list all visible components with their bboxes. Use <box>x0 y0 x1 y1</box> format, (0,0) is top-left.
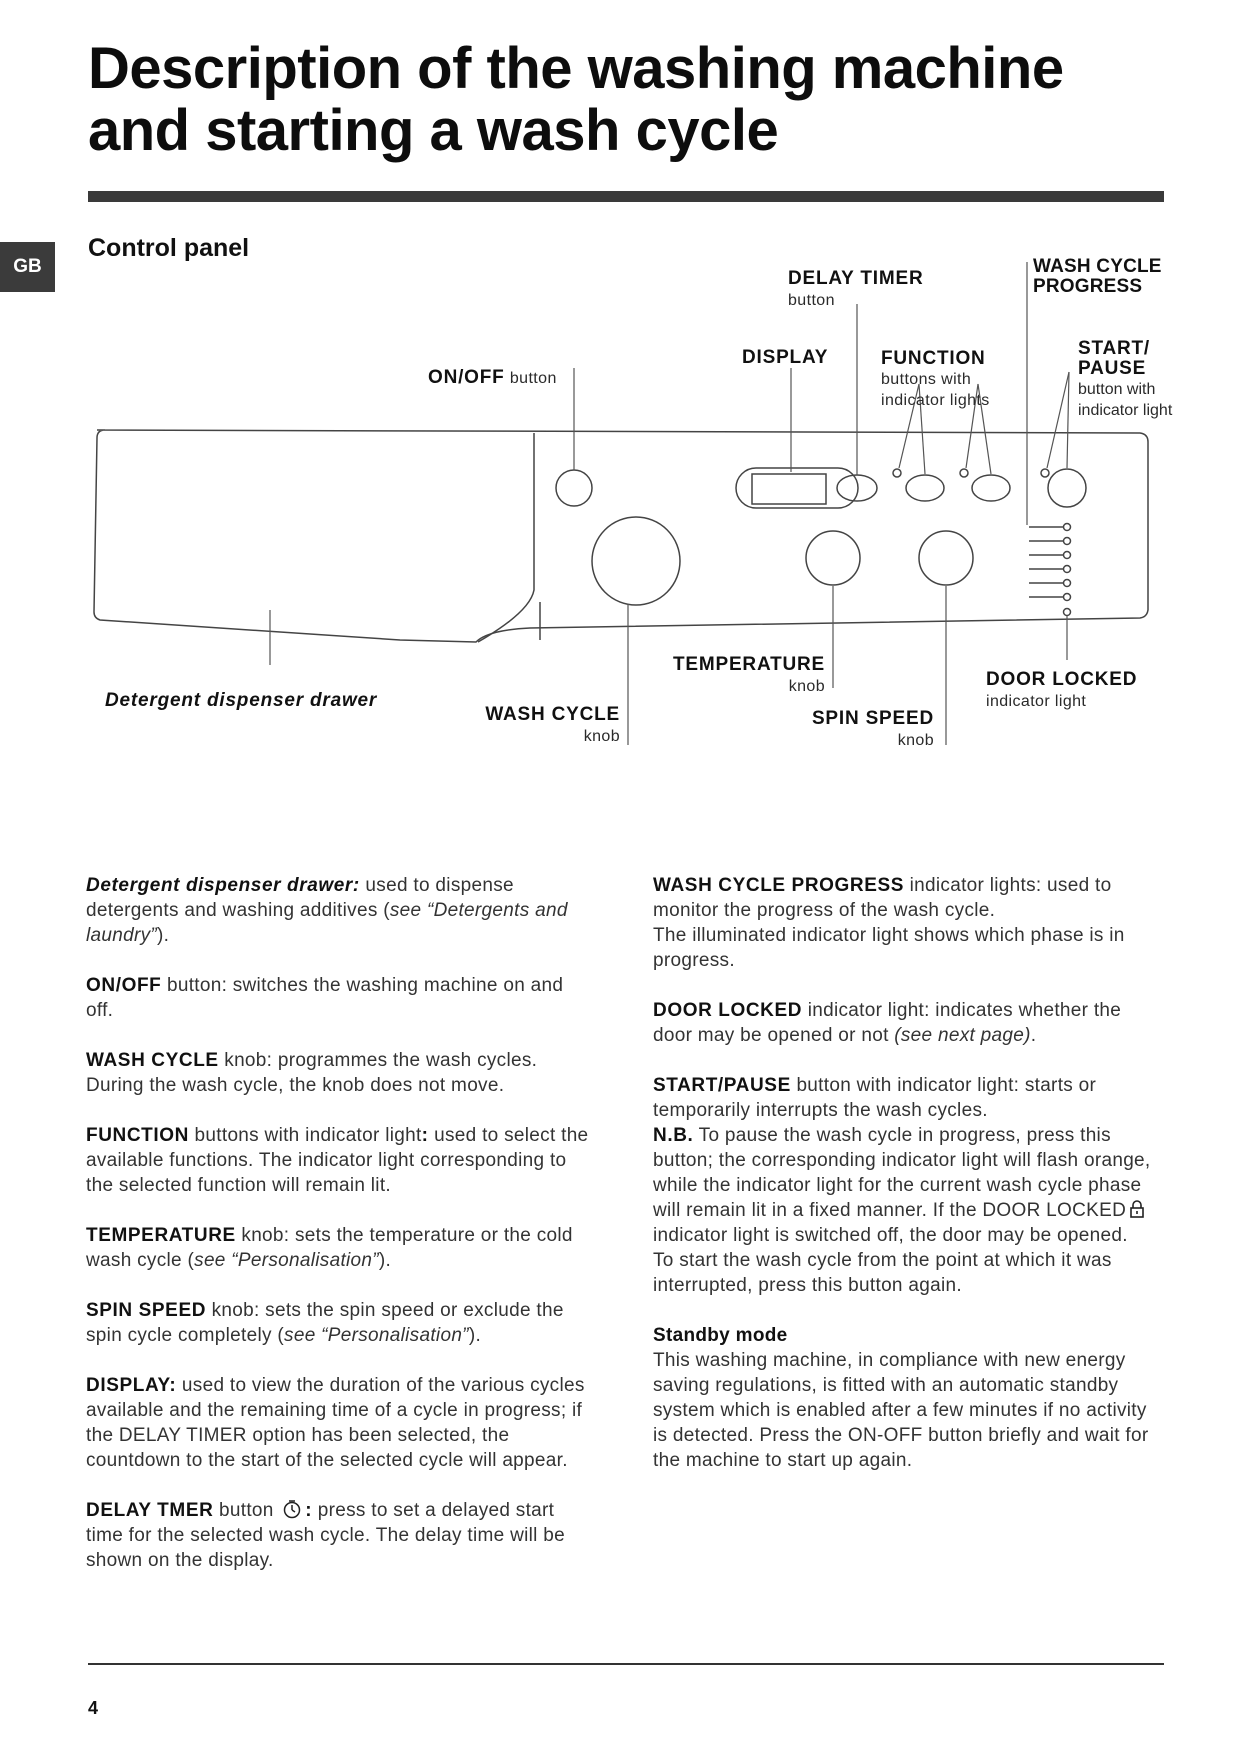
function-light-2 <box>960 469 968 477</box>
footer-rule <box>88 1663 1164 1665</box>
left-column <box>86 873 591 1598</box>
desc-spin-speed: SPIN SPEED knob: sets the spin speed or exclude the spin cycle completely (see “Personalisation”). <box>86 1300 564 1346</box>
label-temperature: TEMPERATURE knob <box>672 654 825 695</box>
delay-timer-icon <box>282 1499 302 1519</box>
start-pause-light <box>1041 469 1049 477</box>
drawer-divider <box>478 433 534 642</box>
on-off-button <box>556 470 592 506</box>
section-title: Control panel <box>88 234 250 262</box>
desc-function: FUNCTION buttons with indicator light: used to select the available functions. The indicator light corresponding to the selected function will remain lit. <box>86 1125 589 1196</box>
lock-icon <box>1129 1199 1145 1219</box>
label-function: FUNCTION buttons with indicator lights <box>881 348 990 409</box>
wash-cycle-knob <box>592 517 680 605</box>
spin-speed-knob <box>919 531 973 585</box>
standby-section: Standby mode This washing machine, in compliance with new energy saving regulations, is fitted with an automatic standby system which is enabled after a few minutes if no activity is detected. Press the ON-OFF button briefly and wait for the machine to start up again. <box>653 1323 1158 1473</box>
label-on-off: ON/OFF button <box>428 367 557 388</box>
desc-wash-cycle-progress: WASH CYCLE PROGRESS indicator lights: used to monitor the progress of the wash cycle. The illuminated indicator light shows which phase is in progress. <box>653 875 1125 971</box>
desc-on-off: ON/OFF button: switches the washing machine on and off. <box>86 975 564 1021</box>
wash-cycle-progress-lights <box>1029 524 1071 601</box>
start-pause-button <box>1048 469 1086 507</box>
desc-display: DISPLAY: used to view the duration of the various cycles available and the remaining time of a cycle in progress; if the DELAY TIMER option has been selected, the countdown to the start of the selected cycle will appear. <box>86 1375 585 1471</box>
label-start-pause: START/ PAUSE button with indicator light <box>1078 338 1173 419</box>
function-button-1 <box>906 475 944 501</box>
desc-delay-timer: DELAY TMER button : press to set a delayed start time for the selected wash cycle. The delay time will be shown on the display. <box>86 1500 565 1571</box>
door-locked-light <box>1064 609 1071 616</box>
label-delay-timer: DELAY TIMER button <box>788 268 924 309</box>
language-tab: GB <box>0 242 55 292</box>
display-screen <box>752 474 826 504</box>
desc-temperature: TEMPERATURE knob: sets the temperature or the cold wash cycle (see “Personalisation”). <box>86 1225 573 1271</box>
function-button-2 <box>972 475 1010 501</box>
label-wash-cycle-knob: WASH CYCLE knob <box>485 704 620 745</box>
page-number: 4 <box>88 1698 99 1718</box>
label-detergent-drawer: Detergent dispenser drawer <box>105 690 378 711</box>
desc-wash-cycle: WASH CYCLE knob: programmes the wash cycles. During the wash cycle, the knob does not move. <box>86 1050 538 1096</box>
desc-start-pause: START/PAUSE button with indicator light: starts or temporarily interrupts the wash cycles. N.B. To pause the wash cycle in progress, press this button; the corresponding indicator light will flash orange, while the indicator light for the current wash cycle phase will remain lit in a fixed manner. If the DOOR LOCKED indicator light is switched off, the door may be opened. To start the wash cycle from the point at which it was interrupted, press this button again. <box>653 1075 1151 1296</box>
standby-heading: Standby mode <box>653 1325 788 1346</box>
label-wash-cycle-progress: WASH CYCLE PROGRESS <box>1033 256 1162 297</box>
delay-timer-button <box>837 475 877 501</box>
page-title: Description of the washing machine and starting a wash cycle <box>88 36 1064 163</box>
label-spin-speed: SPIN SPEED knob <box>811 708 934 749</box>
right-column <box>653 873 1158 1498</box>
function-light-1 <box>893 469 901 477</box>
desc-door-locked: DOOR LOCKED indicator light: indicates whether the door may be opened or not (see next page). <box>653 1000 1122 1046</box>
panel-outline <box>94 430 1148 642</box>
desc-drawer: Detergent dispenser drawer: used to dispense detergents and washing additives (see “Detergents and laundry”). <box>86 875 568 946</box>
label-display: DISPLAY <box>742 347 829 368</box>
label-door-locked: DOOR LOCKED indicator light <box>986 669 1138 710</box>
temperature-knob <box>806 531 860 585</box>
